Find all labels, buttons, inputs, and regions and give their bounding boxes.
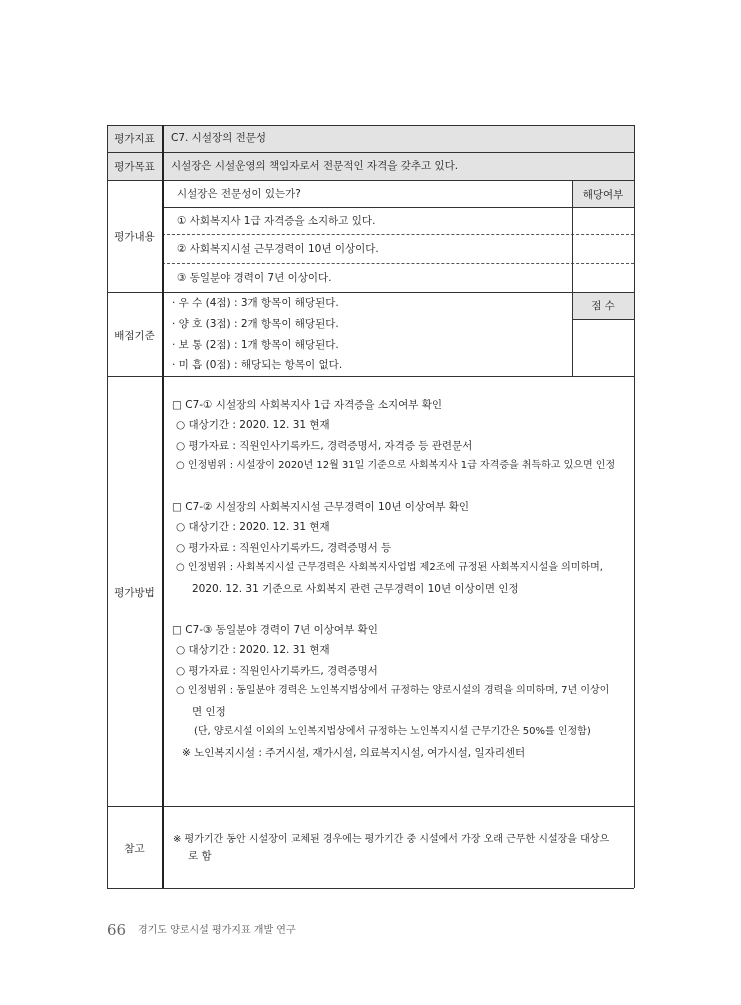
method-line: ○ 평가자료 : 직원인사기록카드, 경력증명서 — [176, 665, 378, 677]
score-header: 점 수 — [591, 300, 615, 312]
method-line: 2020. 12. 31 기준으로 사회복지 관련 근무경력이 10년 이상이면 인정 — [192, 583, 519, 595]
method-heading: □ C7-③ 동일분야 경력이 7년 이상여부 확인 — [172, 624, 378, 636]
note-line: ※ 평가기간 동안 시설장이 교체된 경우에는 평가기간 중 시설에서 가장 오래 근무한 시설장을 대상으 — [173, 834, 610, 845]
content-label: 평가내용 — [114, 231, 155, 243]
goal-value: 시설장은 시설운영의 책임자로서 전문적인 자격을 갖추고 있다. — [171, 160, 459, 172]
method-note: ※ 노인복지시설 : 주거시설, 재가시설, 의료복지시설, 여가시설, 일자리센터 — [182, 747, 526, 759]
scoring-item: · 미 흡 (0점) : 해당되는 항목이 없다. — [172, 359, 343, 371]
page-number: 66 — [107, 921, 127, 939]
scoring-label: 배점기준 — [114, 330, 155, 342]
indicator-label: 평가지표 — [114, 133, 155, 145]
scoring-item: · 양 호 (3점) : 2개 항목이 해당된다. — [172, 318, 339, 330]
method-line: ○ 인정범위 : 시설장이 2020년 12월 31일 기준으로 사회복지사 1급 자격증을 취득하고 있으면 인정 — [176, 460, 616, 471]
content-item: ② 사회복지시설 근무경력이 10년 이상이다. — [177, 243, 379, 255]
method-line: ○ 대상기간 : 2020. 12. 31 현재 — [176, 419, 330, 431]
method-line: ○ 대상기간 : 2020. 12. 31 현재 — [176, 521, 330, 533]
method-line: ○ 대상기간 : 2020. 12. 31 현재 — [176, 644, 330, 656]
method-line: ○ 인정범위 : 사회복지시설 근무경력은 사회복지사업법 제2조에 규정된 사회복지시설을 의미하며, — [176, 562, 603, 573]
method-line: 면 인정 — [192, 706, 226, 718]
method-heading: □ C7-② 시설장의 사회복지시설 근무경력이 10년 이상여부 확인 — [172, 501, 470, 513]
applicability-header: 해당여부 — [582, 189, 624, 201]
method-heading: □ C7-① 시설장의 사회복지사 1급 자격증을 소지여부 확인 — [172, 399, 443, 411]
method-label: 평가방법 — [114, 587, 155, 599]
scoring-item: · 우 수 (4점) : 3개 항목이 해당된다. — [172, 297, 339, 309]
note-label: 참고 — [124, 843, 145, 855]
method-line: ○ 평가자료 : 직원인사기록카드, 경력증명서 등 — [176, 542, 392, 554]
scoring-item: · 보 통 (2점) : 1개 항목이 해당된다. — [172, 339, 339, 351]
method-line: ○ 평가자료 : 직원인사기록카드, 경력증명서, 자격증 등 관련문서 — [176, 440, 473, 452]
method-line: (단, 양로시설 이외의 노인복지법상에서 규정하는 노인복지시설 근무기간은 50%를 인정함) — [194, 726, 591, 737]
content-question: 시설장은 전문성이 있는가? — [177, 188, 301, 200]
content-item: ① 사회복지사 1급 자격증을 소지하고 있다. — [177, 215, 376, 227]
content-item: ③ 동일분야 경력이 7년 이상이다. — [177, 272, 332, 284]
footer-title: 경기도 양로시설 평가지표 개발 연구 — [138, 925, 296, 936]
goal-label: 평가목표 — [114, 161, 155, 173]
method-line: ○ 인정범위 : 동일분야 경력은 노인복지법상에서 규정하는 양로시설의 경력을 의미하며, 7년 이상이 — [176, 685, 610, 696]
indicator-value: C7. 시설장의 전문성 — [171, 132, 267, 144]
note-line: 로 함 — [188, 850, 212, 862]
